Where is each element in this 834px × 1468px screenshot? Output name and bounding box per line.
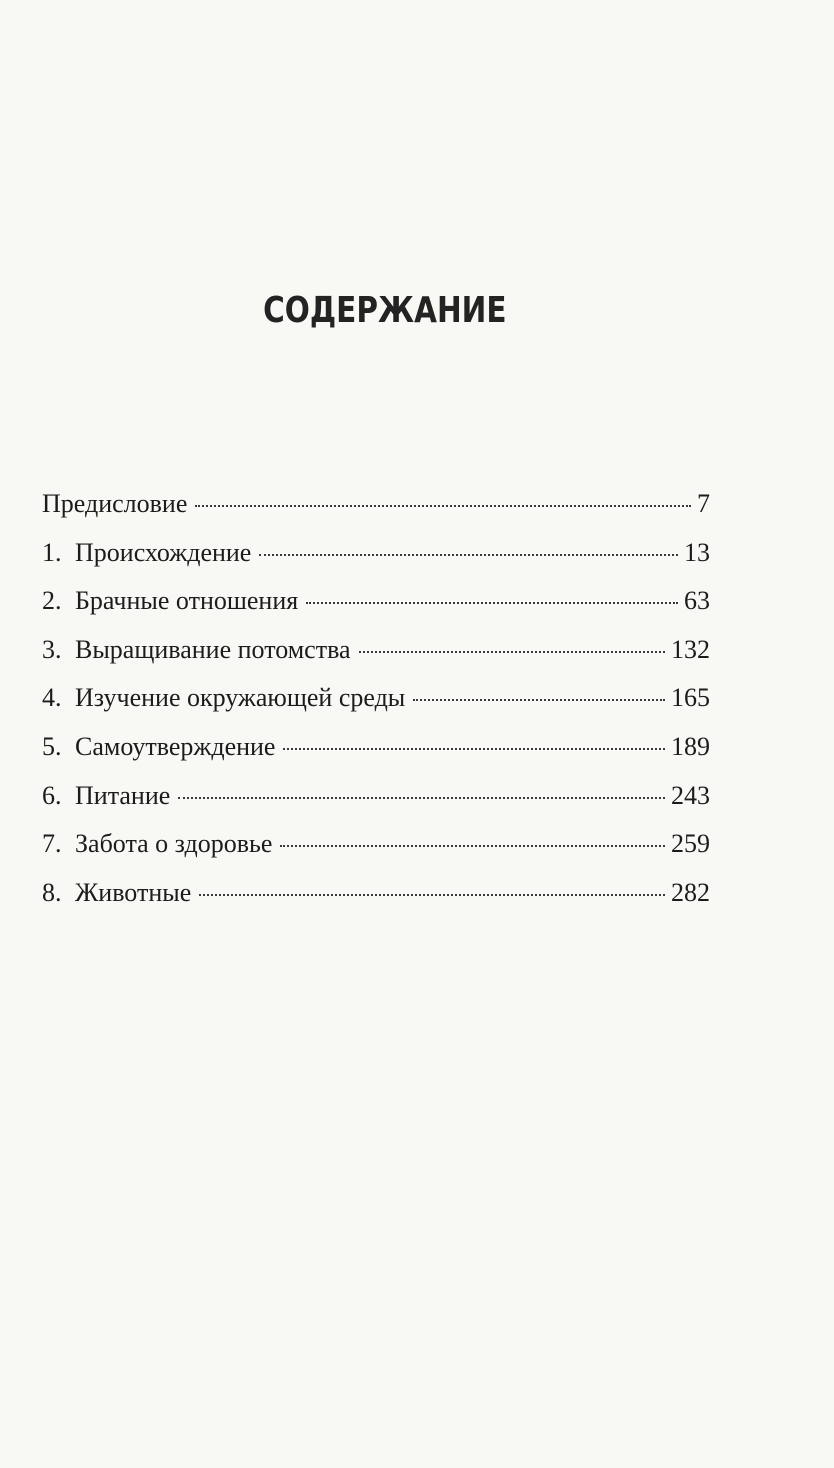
- toc-entry-6: [42, 772, 710, 821]
- toc-entry-4: [42, 674, 710, 723]
- toc-entry-label: Животные: [75, 877, 192, 907]
- toc-entry-number: 4.: [42, 683, 62, 713]
- table-of-contents: [42, 480, 710, 917]
- toc-entry-page: 189: [671, 731, 710, 761]
- toc-entry-page: 165: [671, 683, 710, 713]
- toc-entry-label: Питание: [75, 780, 171, 810]
- toc-dot-leader: [359, 650, 665, 653]
- toc-dot-leader: [413, 698, 665, 701]
- toc-entry-page: 13: [684, 537, 710, 567]
- toc-entry-number: 1.: [42, 537, 62, 567]
- toc-entry-2: [42, 577, 710, 626]
- toc-entry-3: [42, 626, 710, 675]
- toc-entry-page: 63: [684, 586, 710, 616]
- toc-entry-number: 7.: [42, 829, 62, 859]
- toc-entry-label: Изучение окружающей среды: [75, 683, 406, 713]
- toc-entry-page: 132: [671, 634, 710, 664]
- toc-entry-number: 3.: [42, 634, 62, 664]
- toc-entry-label: Происхождение: [75, 537, 252, 567]
- toc-entry-label: Брачные отношения: [75, 586, 299, 616]
- toc-entry-preface: [42, 480, 710, 529]
- toc-entry-5: [42, 723, 710, 772]
- toc-entry-label: Самоутверждение: [75, 731, 276, 761]
- toc-entry-1: [42, 529, 710, 578]
- toc-entry-number: 5.: [42, 731, 62, 761]
- toc-dot-leader: [178, 796, 665, 799]
- toc-entry-label: Забота о здоровье: [75, 829, 273, 859]
- toc-entry-number: 2.: [42, 586, 62, 616]
- toc-dot-leader: [280, 844, 665, 847]
- toc-entry-page: 243: [671, 780, 710, 810]
- toc-entry-7: [42, 820, 710, 869]
- toc-entry-label: Выращивание потомства: [75, 634, 351, 664]
- page-title: СОДЕРЖАНИЕ: [263, 290, 507, 331]
- toc-entry-page: 7: [697, 489, 710, 518]
- toc-dot-leader: [283, 747, 665, 750]
- toc-entry-page: 282: [671, 877, 710, 907]
- toc-dot-leader: [199, 893, 665, 896]
- toc-dot-leader: [259, 553, 678, 556]
- toc-entry-number: 8.: [42, 877, 62, 907]
- toc-entry-label: Предисловие: [42, 489, 188, 518]
- toc-dot-leader: [195, 504, 691, 507]
- toc-dot-leader: [306, 601, 678, 604]
- toc-entry-page: 259: [671, 829, 710, 859]
- toc-entry-8: [42, 869, 710, 918]
- toc-entry-number: 6.: [42, 780, 62, 810]
